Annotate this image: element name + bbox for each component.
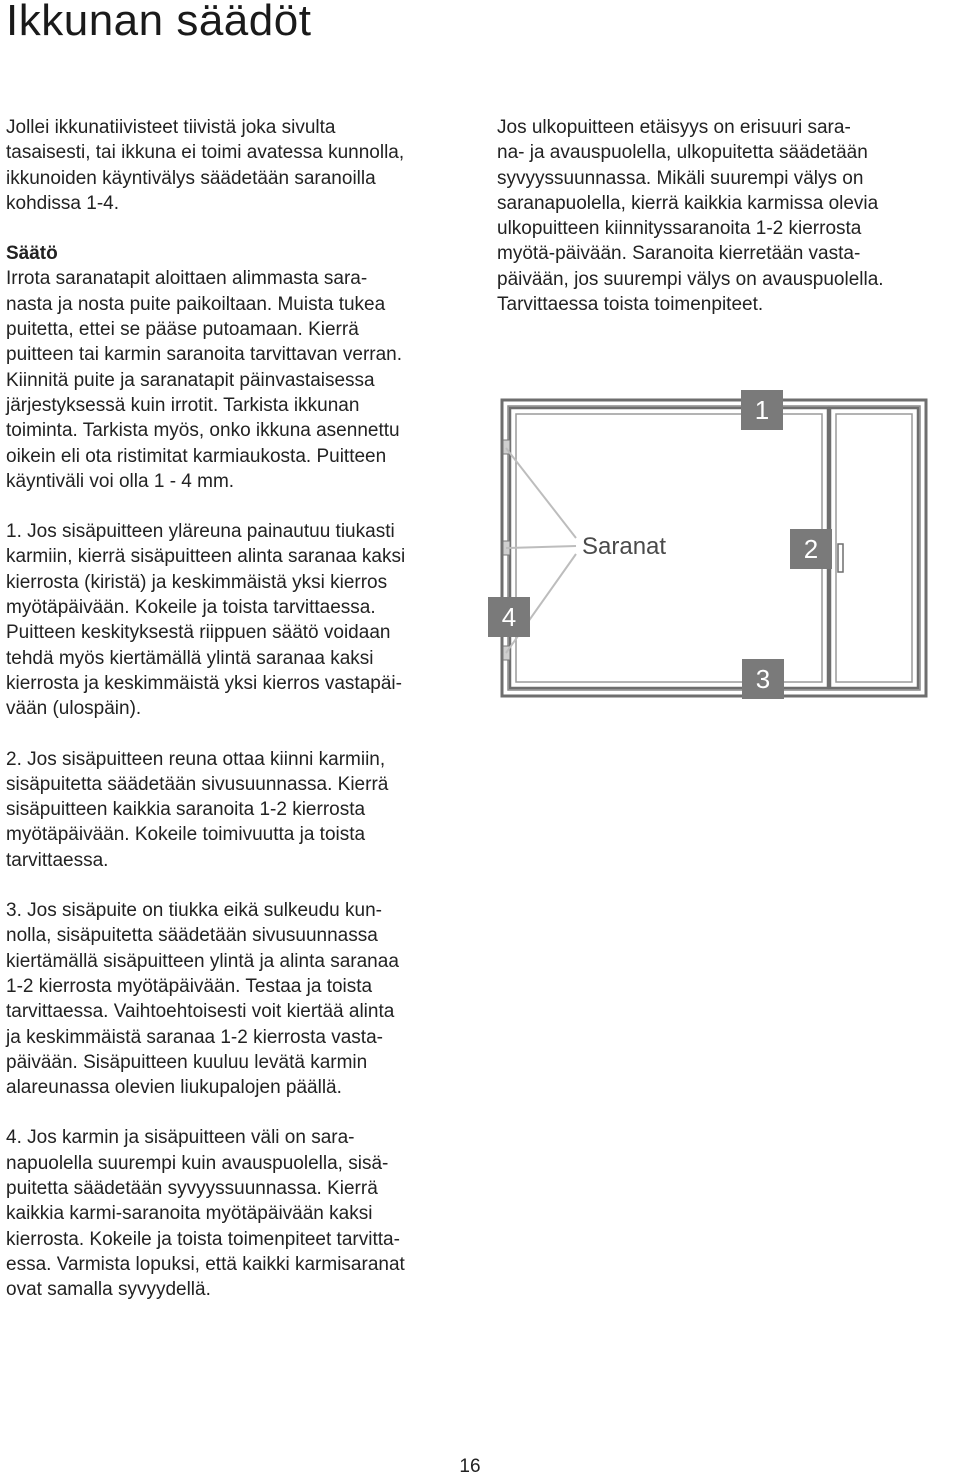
page-number: 16: [459, 1456, 481, 1477]
left-sash: [510, 408, 828, 688]
left-column: [6, 115, 476, 1302]
instruction-2: 2. Jos sisäpuitteen reuna ottaa kiinni karmiin, sisäpuitetta säädetään sivusuunnassa. Kierrä sisäpuitteen kaikkia saranoita 1-2 kierrosta myötäpäivään. Kokeile toimivuutta ja toista tarvittaessa.: [6, 748, 389, 871]
saato-paragraph: Irrota saranatapit aloittaen alimmasta sara- nasta ja nosta puite paikoiltaan. Muista tukea puitetta, ettei se pääse putoamaan. Kierrä puitteen tai karmin saranoita tarvittavan verran. Kiinnitä puite ja saranatapit päinvastaisessa järjestyksessä kuin irrotit. Tarkista ikkunan toiminta. Tarkista myös, onko ikkuna asennettu oikein eli ota ristimitat karmiaukosta. Puitteen käyntiväli voi olla 1 - 4 mm.: [6, 268, 403, 492]
right-paragraph: Jos ulkopuitteen etäisyys on erisuuri sara- na- ja avauspuolella, ulkopuitetta säädetään syvyyssuunnassa. Mikäli suurempi välys on saranapuolella, kierrä kaikkia karmissa olevia ulkopuitteen kiinnityssaranoita 1-2 kierrosta myötä-päivään. Saranoita kierretään vasta- päivään, jos suurempi välys on avauspuolella. Tarvittaessa toista toimenpiteet.: [497, 117, 884, 316]
hinge-label: Saranat: [582, 533, 667, 560]
intro-paragraph: Jollei ikkunatiivisteet tiivistä joka sivulta tasaisesti, tai ikkuna ei toimi avatessa kunnolla, ikkunoiden käyntivälys säädetään saranoilla kohdissa 1-4.: [6, 117, 405, 214]
marker-2-label: 2: [803, 534, 819, 564]
marker-3-label: 3: [755, 664, 771, 694]
right-column: [497, 115, 952, 317]
window-hinge-diagram: [488, 388, 960, 733]
marker-3: [742, 659, 784, 699]
window-diagram-svg: [488, 388, 960, 733]
window-frame-inner-edge: [508, 406, 920, 690]
saato-section: [6, 241, 476, 494]
left-sash-glass: [516, 414, 822, 682]
marker-1-label: 1: [754, 395, 770, 425]
right-sash-glass: [836, 414, 912, 682]
marker-4: [488, 597, 530, 637]
window-handle: [838, 544, 843, 572]
instruction-1: 1. Jos sisäpuitteen yläreuna painautuu tiukasti karmiin, kierrä sisäpuitteen alinta saranaa kaksi kierrosta (kiristä) ja keskimmäistä yksi kierros myötäpäivään. Kokeile ja toista tarvittaessa. Puitteen keskityksestä riippuen säätö voidaan tehdä myös kiertämällä ylintä saranaa kaksi kierrosta ja keskimmäistä yksi kierros vastapäi- vään (ulospäin).: [6, 521, 406, 720]
window-outer-frame: [502, 400, 926, 696]
instruction-3: 3. Jos sisäpuite on tiukka eikä sulkeudu kun- nolla, sisäpuitetta säädetään sivusuunnassa kiertämällä sisäpuitteen ylintä ja alinta saranaa 1-2 kierrosta myötäpäivään. Testaa ja toista tarvittaessa. Vaihtoehtoisesti voit kiertää alinta ja keskimmäistä saranaa 1-2 kierrosta vasta- päivään. Sisäpuitteen kuuluu levätä karmin alareunassa olevien liukupalojen päällä.: [6, 900, 399, 1099]
marker-4-label: 4: [501, 602, 517, 632]
marker-1: [741, 390, 783, 430]
instruction-4: 4. Jos karmin ja sisäpuitteen väli on sara- napuolella suurempi kuin avauspuolella, sisä- puitetta säädetään syvyyssuunnassa. Kierrä kaikkia karmi-saranoita myötäpäivään kaksi kierrosta. Kokeile ja toista toimenpiteet tarvitta- essa. Varmista lopuksi, että kaikki karmisaranat ovat samalla syvyydellä.: [6, 1127, 405, 1301]
saato-heading: Säätö: [6, 243, 58, 265]
marker-2: [790, 529, 832, 569]
page-title: Ikkunan säädöt: [6, 0, 312, 45]
